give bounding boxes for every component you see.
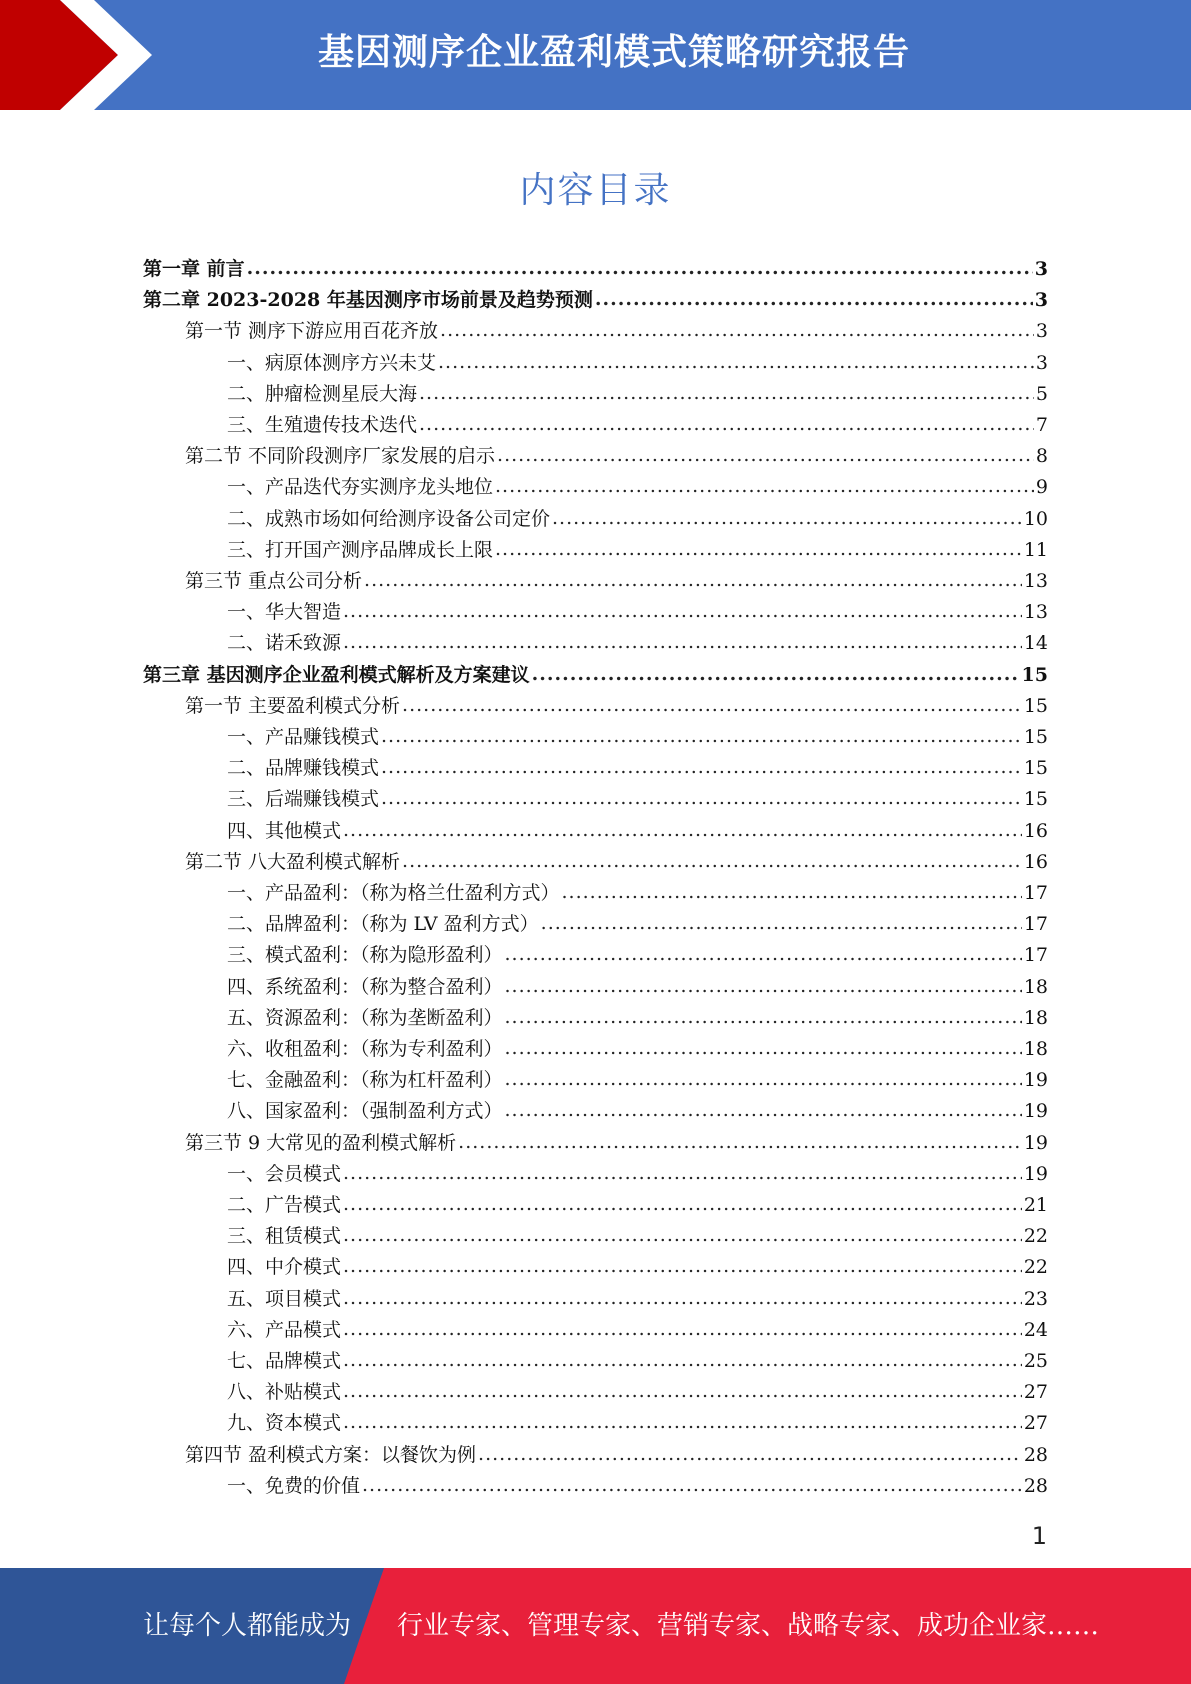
toc-dot-leader: [343, 1251, 1022, 1282]
toc-entry[interactable]: [143, 254, 1048, 285]
toc-dot-leader: [381, 752, 1022, 783]
toc-entry-page: 15: [1023, 726, 1048, 748]
toc-dot-leader: [505, 1033, 1022, 1064]
toc-dot-leader: [541, 908, 1022, 939]
toc-entry-label: 四、系统盈利：（称为整合盈利）: [227, 975, 503, 998]
toc-entry-label: 三、模式盈利：（称为隐形盈利）: [227, 944, 503, 967]
toc-entry-page: 7: [1035, 414, 1048, 436]
toc-entry-page: 19: [1023, 1131, 1048, 1154]
toc-dot-leader: [343, 1345, 1022, 1376]
toc-dot-leader: [343, 1158, 1022, 1189]
toc-entry[interactable]: [227, 379, 1048, 410]
toc-entry-label: 八、补贴模式: [227, 1381, 342, 1404]
toc-entry-page: 19: [1023, 1100, 1048, 1123]
toc-entry[interactable]: [227, 1190, 1048, 1221]
toc-entry-label: 三、租赁模式: [227, 1225, 342, 1248]
toc-entry-page: 17: [1023, 944, 1048, 967]
header-banner: [0, 0, 1191, 110]
toc-entry[interactable]: [227, 628, 1048, 659]
toc-entry-page: 5: [1035, 382, 1048, 405]
toc-entry-page: 3: [1034, 289, 1048, 312]
toc-dot-leader: [343, 1407, 1022, 1438]
toc-entry[interactable]: [185, 847, 1048, 878]
toc-dot-leader: [595, 284, 1033, 315]
toc-dot-leader: [497, 440, 1034, 471]
toc-entry-page: 28: [1023, 1443, 1048, 1466]
footer-slogan-right: 行业专家、管理专家、营销专家、战略专家、成功企业家……: [397, 1611, 1100, 1641]
toc-dot-leader: [343, 596, 1022, 627]
toc-entry[interactable]: [227, 972, 1048, 1003]
toc-dot-leader: [438, 347, 1034, 378]
toc-dot-leader: [505, 1064, 1022, 1095]
toc-entry[interactable]: [143, 285, 1048, 316]
toc-entry-label: 二、肿瘤检测星辰大海: [227, 382, 418, 405]
toc-entry-page: 3: [1035, 351, 1048, 374]
toc-entry-label: 第二节 不同阶段测序厂家发展的启示: [185, 445, 496, 468]
toc-entry[interactable]: [185, 1128, 1048, 1159]
toc-dot-leader: [343, 1283, 1022, 1314]
toc-entry[interactable]: [185, 1440, 1048, 1471]
toc-entry-label: 第四节 盈利模式方案：以餐饮为例: [185, 1443, 477, 1466]
toc-entry-label: 七、品牌模式: [227, 1350, 342, 1372]
toc-entry[interactable]: [227, 909, 1048, 940]
toc-entry-page: 27: [1023, 1412, 1048, 1435]
toc-entry-page: 10: [1023, 507, 1048, 530]
toc-entry-label: 第二章 2023-2028 年基因测序市场前景及趋势预测: [143, 289, 593, 312]
toc-dot-leader: [552, 503, 1022, 534]
toc-entry-page: 18: [1023, 1038, 1048, 1060]
toc-entry[interactable]: [227, 1159, 1048, 1190]
toc-dot-leader: [478, 1439, 1022, 1470]
toc-entry-page: 27: [1023, 1381, 1048, 1404]
toc-entry-label: 七、金融盈利：（称为杠杆盈利）: [227, 1069, 503, 1092]
toc-dot-leader: [402, 846, 1022, 877]
toc-dot-leader: [343, 1314, 1022, 1345]
toc-entry-page: 17: [1023, 913, 1048, 936]
toc-dot-leader: [458, 1127, 1022, 1158]
toc-entry-label: 一、产品赚钱模式: [227, 726, 380, 748]
footer-banner: [0, 1568, 1191, 1684]
toc-entry-page: 22: [1023, 1256, 1048, 1279]
toc-dot-leader: [505, 971, 1022, 1002]
toc-entry[interactable]: [227, 504, 1048, 535]
footer-slogan-left: 让每个人都能成为: [143, 1611, 352, 1641]
toc-entry-label: 第二节 八大盈利模式解析: [185, 850, 401, 873]
toc-entry-page: 8: [1035, 445, 1048, 468]
toc-entry-page: 13: [1023, 601, 1048, 624]
toc-heading: 内容目录: [519, 170, 672, 211]
toc-dot-leader: [381, 783, 1022, 814]
toc-entry-page: 3: [1034, 258, 1048, 280]
toc-entry-label: 二、品牌盈利：（称为 LV 盈利方式）: [227, 913, 539, 936]
toc-entry[interactable]: [185, 316, 1048, 347]
toc-entry-label: 四、其他模式: [227, 819, 342, 842]
toc-entry-page: 13: [1023, 570, 1048, 592]
toc-entry-label: 二、成熟市场如何给测序设备公司定价: [227, 507, 551, 530]
toc-entry-page: 16: [1023, 819, 1048, 842]
toc-entry[interactable]: [185, 691, 1048, 722]
toc-entry[interactable]: [227, 1471, 1048, 1502]
toc-entry-page: 11: [1023, 538, 1048, 561]
toc-entry-page: 15: [1023, 788, 1048, 811]
toc-entry-label: 一、产品盈利：（称为格兰仕盈利方式）: [227, 882, 560, 904]
toc-entry-page: 15: [1023, 757, 1048, 780]
toc-entry[interactable]: [227, 1408, 1048, 1439]
toc-entry-label: 四、中介模式: [227, 1256, 342, 1279]
toc-entry[interactable]: [227, 1003, 1048, 1034]
toc-entry[interactable]: [227, 1221, 1048, 1252]
toc-entry-label: 一、产品迭代夯实测序龙头地位: [227, 476, 494, 499]
toc-entry[interactable]: [227, 722, 1048, 753]
toc-entry-page: 14: [1023, 632, 1048, 655]
toc-entry-label: 九、资本模式: [227, 1412, 342, 1435]
toc-entry-page: 24: [1023, 1318, 1048, 1341]
toc-entry[interactable]: [227, 1377, 1048, 1408]
toc-dot-leader: [343, 1189, 1022, 1220]
toc-entry-page: 17: [1023, 882, 1048, 904]
toc-entry-label: 第三节 9 大常见的盈利模式解析: [185, 1131, 457, 1154]
toc-entry-page: 16: [1023, 850, 1048, 873]
toc-entry[interactable]: [227, 472, 1048, 503]
toc-entry-label: 第三节 重点公司分析: [185, 570, 363, 592]
toc-dot-leader: [364, 565, 1022, 596]
toc-dot-leader: [562, 877, 1022, 908]
toc-entry[interactable]: [227, 348, 1048, 379]
toc-entry-page: 21: [1023, 1194, 1048, 1216]
toc-entry-page: 22: [1023, 1225, 1048, 1248]
toc-entry-label: 第一节 测序下游应用百花齐放: [185, 320, 439, 343]
toc-entry-label: 六、收租盈利：（称为专利盈利）: [227, 1038, 503, 1060]
toc-entry-page: 19: [1023, 1069, 1048, 1092]
toc-entry-label: 第一节 主要盈利模式分析: [185, 694, 401, 717]
toc-entry-label: 二、广告模式: [227, 1194, 342, 1216]
toc-entry[interactable]: [227, 1096, 1048, 1127]
toc-entry-label: 五、资源盈利：（称为垄断盈利）: [227, 1006, 503, 1029]
toc-dot-leader: [343, 1220, 1022, 1251]
toc-dot-leader: [419, 378, 1034, 409]
toc-entry-page: 23: [1023, 1287, 1048, 1310]
toc-entry[interactable]: [227, 1252, 1048, 1283]
toc-entry[interactable]: [227, 1034, 1048, 1065]
toc-dot-leader: [343, 815, 1022, 846]
toc-entry-label: 一、会员模式: [227, 1162, 342, 1185]
toc-entry[interactable]: [227, 816, 1048, 847]
toc-entry[interactable]: [227, 597, 1048, 628]
toc-dot-leader: [505, 1002, 1022, 1033]
toc-entry-page: 19: [1023, 1162, 1048, 1185]
report-title: 基因测序企业盈利模式策略研究报告: [318, 32, 911, 73]
toc-entry[interactable]: [227, 878, 1048, 909]
toc-entry[interactable]: [227, 535, 1048, 566]
toc-entry-label: 一、免费的价值: [227, 1474, 361, 1497]
toc-dot-leader: [419, 409, 1034, 440]
toc-entry-page: 25: [1023, 1350, 1048, 1372]
toc-entry[interactable]: [227, 1346, 1048, 1377]
toc-entry-label: 三、后端赚钱模式: [227, 788, 380, 811]
toc-dot-leader: [362, 1470, 1022, 1501]
toc-entry[interactable]: [143, 660, 1048, 691]
toc-dot-leader: [532, 659, 1020, 690]
toc-entry-label: 六、产品模式: [227, 1318, 342, 1341]
toc-entry-page: 9: [1035, 476, 1048, 499]
toc-dot-leader: [381, 721, 1022, 752]
toc-entry-label: 三、生殖遗传技术迭代: [227, 414, 418, 436]
toc-entry-page: 28: [1023, 1474, 1048, 1497]
toc-entry-label: 二、诺禾致源: [227, 632, 342, 655]
toc-entry[interactable]: [227, 410, 1048, 441]
toc-entry-label: 一、病原体测序方兴未艾: [227, 351, 437, 374]
toc-entry[interactable]: [185, 441, 1048, 472]
toc-entry-page: 15: [1023, 694, 1048, 717]
toc-entry-label: 第一章 前言: [143, 258, 245, 280]
toc-dot-leader: [495, 471, 1034, 502]
toc-dot-leader: [505, 1095, 1022, 1126]
toc-entry[interactable]: [227, 1065, 1048, 1096]
toc-entry[interactable]: [227, 940, 1048, 971]
toc-dot-leader: [440, 315, 1034, 346]
toc-dot-leader: [402, 690, 1022, 721]
toc-entry-label: 二、品牌赚钱模式: [227, 757, 380, 780]
toc-dot-leader: [343, 1376, 1022, 1407]
toc-entry-label: 一、华大智造: [227, 601, 342, 624]
toc-entry[interactable]: [185, 566, 1048, 597]
toc-dot-leader: [343, 627, 1022, 658]
toc-entry-page: 18: [1023, 975, 1048, 998]
page-number: 1: [1031, 1522, 1047, 1550]
toc-entry[interactable]: [227, 784, 1048, 815]
toc-dot-leader: [247, 253, 1033, 284]
toc-entry[interactable]: [227, 1315, 1048, 1346]
toc-entry-page: 18: [1023, 1006, 1048, 1029]
toc-entry-page: 15: [1021, 663, 1048, 686]
toc-entry-page: 3: [1035, 320, 1048, 343]
toc-entry-label: 八、国家盈利：（强制盈利方式）: [227, 1100, 503, 1123]
toc-entry[interactable]: [227, 1284, 1048, 1315]
toc-dot-leader: [495, 534, 1022, 565]
toc-entry[interactable]: [227, 753, 1048, 784]
toc-entry-label: 三、打开国产测序品牌成长上限: [227, 538, 494, 561]
toc-dot-leader: [505, 939, 1022, 970]
toc-entry-label: 五、项目模式: [227, 1287, 342, 1310]
toc-entry-label: 第三章 基因测序企业盈利模式解析及方案建议: [143, 663, 530, 686]
